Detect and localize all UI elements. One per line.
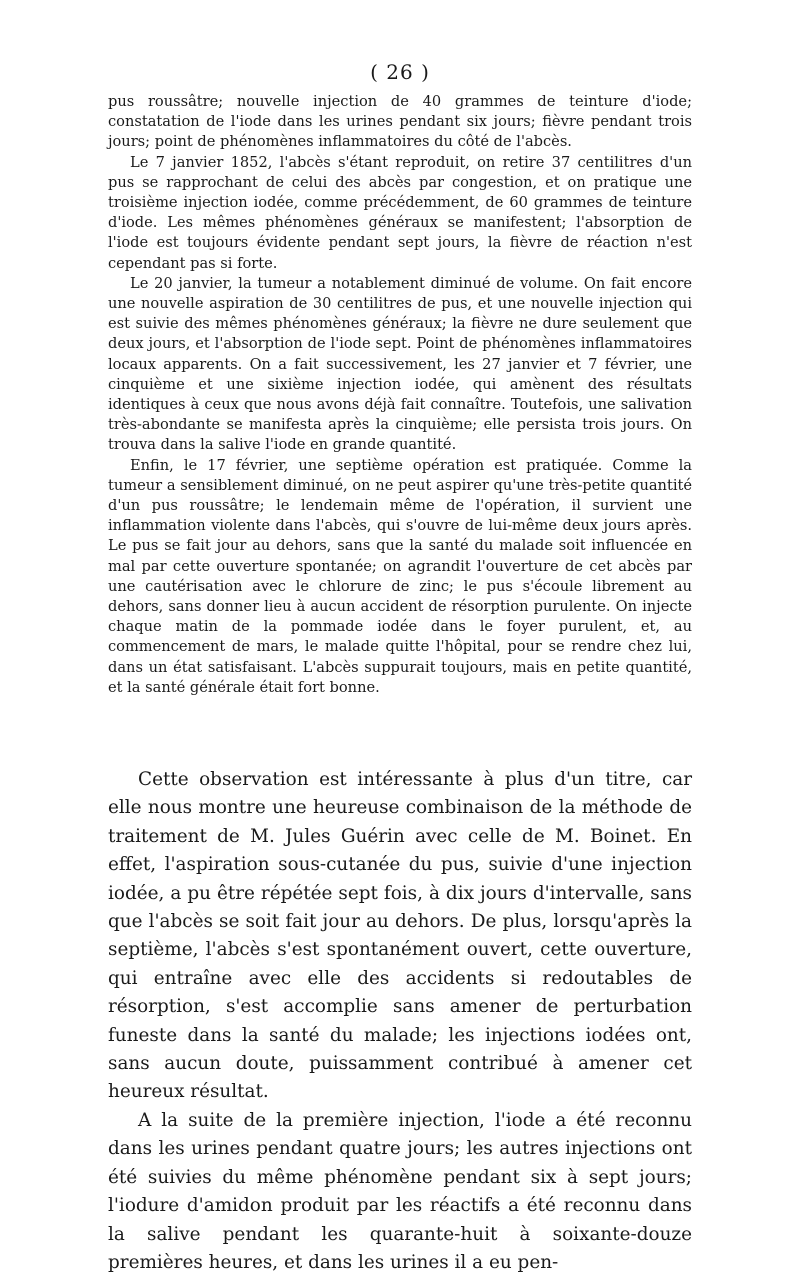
commentary-paragraph: Cette observation est intéressante à plus d'un titre, car elle nous montre une heureuse combinaison de la méthode de traitement de M. Jules Guérin avec celle de M. Boinet. En effet, l'aspiration sous-cutanée du pus, suivie d'une injection iodée, a pu être répétée sept fois, à dix jours d'intervalle, sans que l'abcès se soit fait jour au dehors. De plus, lorsqu'après la septième, l'abcès s'est spontanément ouvert, cette ouverture, qui entraîne avec elle des accidents si redoutables de résorption, s'est accomplie sans amener de perturbation funeste dans la santé du malade; les injections iodées ont, sans aucun doute, puissamment contribué à amener cet heureux résultat. bbox=[108, 769, 692, 1103]
case-paragraph: Enfin, le 17 février, une septième opération est pratiquée. Comme la tumeur a sensiblement diminué, on ne peut aspirer qu'une très-petite quantité d'un pus roussâtre; le lendemain même de l'opération, il survient une inflammation violente dans l'abcès, qui s'ouvre de lui-même deux jours après. Le pus se fait jour au dehors, sans que la santé du malade soit influencée en mal par cette ouverture spontanée; on agrandit l'ouverture de cet abcès par une cautérisation avec le chlorure de zinc; le pus s'écoule librement au dehors, sans donner lieu à aucun accident de résorption purulente. On injecte chaque matin de la pommade iodée dans le foyer purulent, et, au commencement de mars, le malade quitte l'hôpital, pour se rendre chez lui, dans un état satisfaisant. L'abcès suppurait toujours, mais en petite quantité, et la santé générale était fort bonne. bbox=[108, 456, 692, 696]
commentary bbox=[108, 766, 692, 1277]
case-report bbox=[108, 92, 692, 698]
page-number: ( 26 ) bbox=[370, 60, 430, 84]
case-paragraph: Le 7 janvier 1852, l'abcès s'étant reproduit, on retire 37 centilitres d'un pus se rapprochant de celui des abcès par congestion, et on pratique une troisième injection iodée, comme précédemment, de 60 grammes de teinture d'iode. Les mêmes phénomènes généraux se manifestent; l'absorption de l'iode est toujours évidente pendant sept jours, la fièvre de réaction n'est cependant pas si forte. bbox=[108, 153, 692, 272]
case-paragraph: Le 20 janvier, la tumeur a notablement diminué de volume. On fait encore une nouvelle aspiration de 30 centilitres de pus, et une nouvelle injection qui est suivie des mêmes phénomènes généraux; la fièvre ne dure seulement que deux jours, et l'absorption de l'iode sept. Point de phénomènes inflammatoires locaux apparents. On a fait successivement, les 27 janvier et 7 février, une cinquième et une sixième injection iodée, qui amènent des résultats identiques à ceux que nous avons déjà fait connaître. Toutefois, une salivation très-abondante se manifesta après la cinquième; elle persista trois jours. On trouva dans la salive l'iode en grande quantité. bbox=[108, 274, 692, 454]
case-paragraph: pus roussâtre; nouvelle injection de 40 grammes de teinture d'iode; constatation de l'iode dans les urines pendant six jours; fièvre pendant trois jours; point de phénomènes inflammatoires du côté de l'abcès. bbox=[108, 93, 692, 151]
commentary-paragraph: A la suite de la première injection, l'iode a été reconnu dans les urines pendant quatre jours; les autres injections ont été suivies du même phénomène pendant six à sept jours; l'iodure d'amidon produit par les réactifs a été reconnu dans la salive pendant les quarante-huit à soixante-douze premières heures, et dans les urines il a eu pen- bbox=[108, 1109, 692, 1273]
